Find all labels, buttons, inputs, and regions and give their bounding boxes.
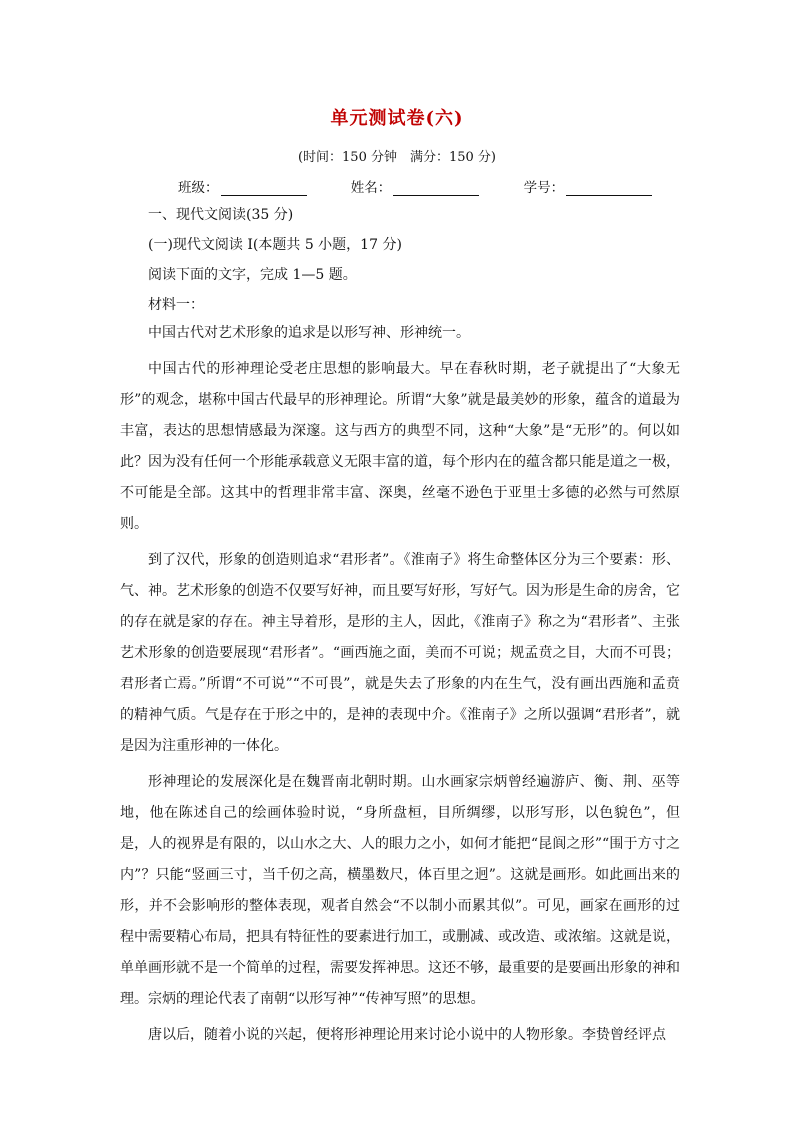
paragraph: 唐以后，随着小说的兴起，便将形神理论用来讨论小说中的人物形象。李贽曾经评点 <box>148 1027 666 1043</box>
document-body <box>120 204 680 1051</box>
paragraph: 中国古代对艺术形象的追求是以形写神、形神统一。 <box>148 325 470 341</box>
paragraph: 形神理论的发展深化是在魏晋南北朝时期。山水画家宗炳曾经遍游庐、衡、荆、巫等地，他在陈述自己的绘画体验时说，“身所盘桓，目所绸缪，以形写形，以色貌色”，但是，人的视界是有限的，以山水之大、人的眼力之小，如何才能把“昆阆之形”“围于方寸之内”？只能“竖画三寸，当千仞之高，横墨数尺，体百里之迥”。这就是画形。如此画出来的形，并不会影响形的整体表现，观者自然会“不以制小而累其似”。可见，画家在画形的过程中需要精心布局，把具有特征性的要素进行加工，或删减、或改造、或浓缩。这就是说，单单画形就不是一个简单的过程，需要发挥神思。这还不够，最重要的是要画出形象的神和理。宗炳的理论代表了南朝“以形写神”“传神写照”的思想。 <box>120 774 680 1007</box>
student-id-field <box>524 176 653 196</box>
class-field <box>178 176 307 196</box>
class-blank <box>221 181 307 196</box>
document-title: 单元测试卷(六) <box>330 108 464 129</box>
student-id-label: 学号： <box>523 180 565 196</box>
exam-time-score: (时间：150 分钟 满分：150 分) <box>297 150 497 165</box>
paragraph: 到了汉代，形象的创造则追求“君形者”。《淮南子》将生命整体区分为三个要素：形、气、神。艺术形象的创造不仅要写好神，而且要写好形，写好气。因为形是生命的房舍，它的存在就是家的存在。神主导着形，是形的主人，因此，《淮南子》称之为“君形者”、主张艺术形象的创造要展现“君形者”。“画西施之面，美而不可说；规孟贲之目，大而不可畏；君形者亡焉。”所谓“不可说”“不可畏”，就是失去了形象的内在生气，没有画出西施和孟贲的精神气质。气是存在于形之中的，是神的表现中介。《淮南子》之所以强调“君形者”，就是因为注重形神的一体化。 <box>120 552 680 754</box>
subsection-heading: (一)现代文阅读 I(本题共 5 小题，17 分) <box>148 237 402 253</box>
material-label: 材料一： <box>148 297 204 313</box>
section-heading: 一、现代文阅读(35 分) <box>148 207 294 223</box>
reading-instruction: 阅读下面的文字，完成 1—5 题。 <box>148 267 357 283</box>
class-label: 班级： <box>178 180 219 196</box>
paragraph: 中国古代的形神理论受老庄思想的影响最大。早在春秋时期，老子就提出了“大象无形”的观念，堪称中国古代最早的形神理论。所谓“大象”就是最美妙的形象，蕴含的道最为丰富，表达的思想情感最为深邃。这与西方的典型不同，这种“大象”是“无形”的。何以如此？因为没有任何一个形能承载意义无限丰富的道，每个形内在的蕴含都只能是道之一极，不可能是全部。这其中的哲理非常丰富、深奥，丝毫不逊色于亚里士多德的必然与可然原则。 <box>120 361 680 532</box>
student-info-fields <box>178 176 692 196</box>
name-label: 姓名： <box>350 180 392 196</box>
name-field <box>351 176 480 196</box>
name-blank <box>393 181 479 196</box>
student-id-blank <box>566 181 652 196</box>
